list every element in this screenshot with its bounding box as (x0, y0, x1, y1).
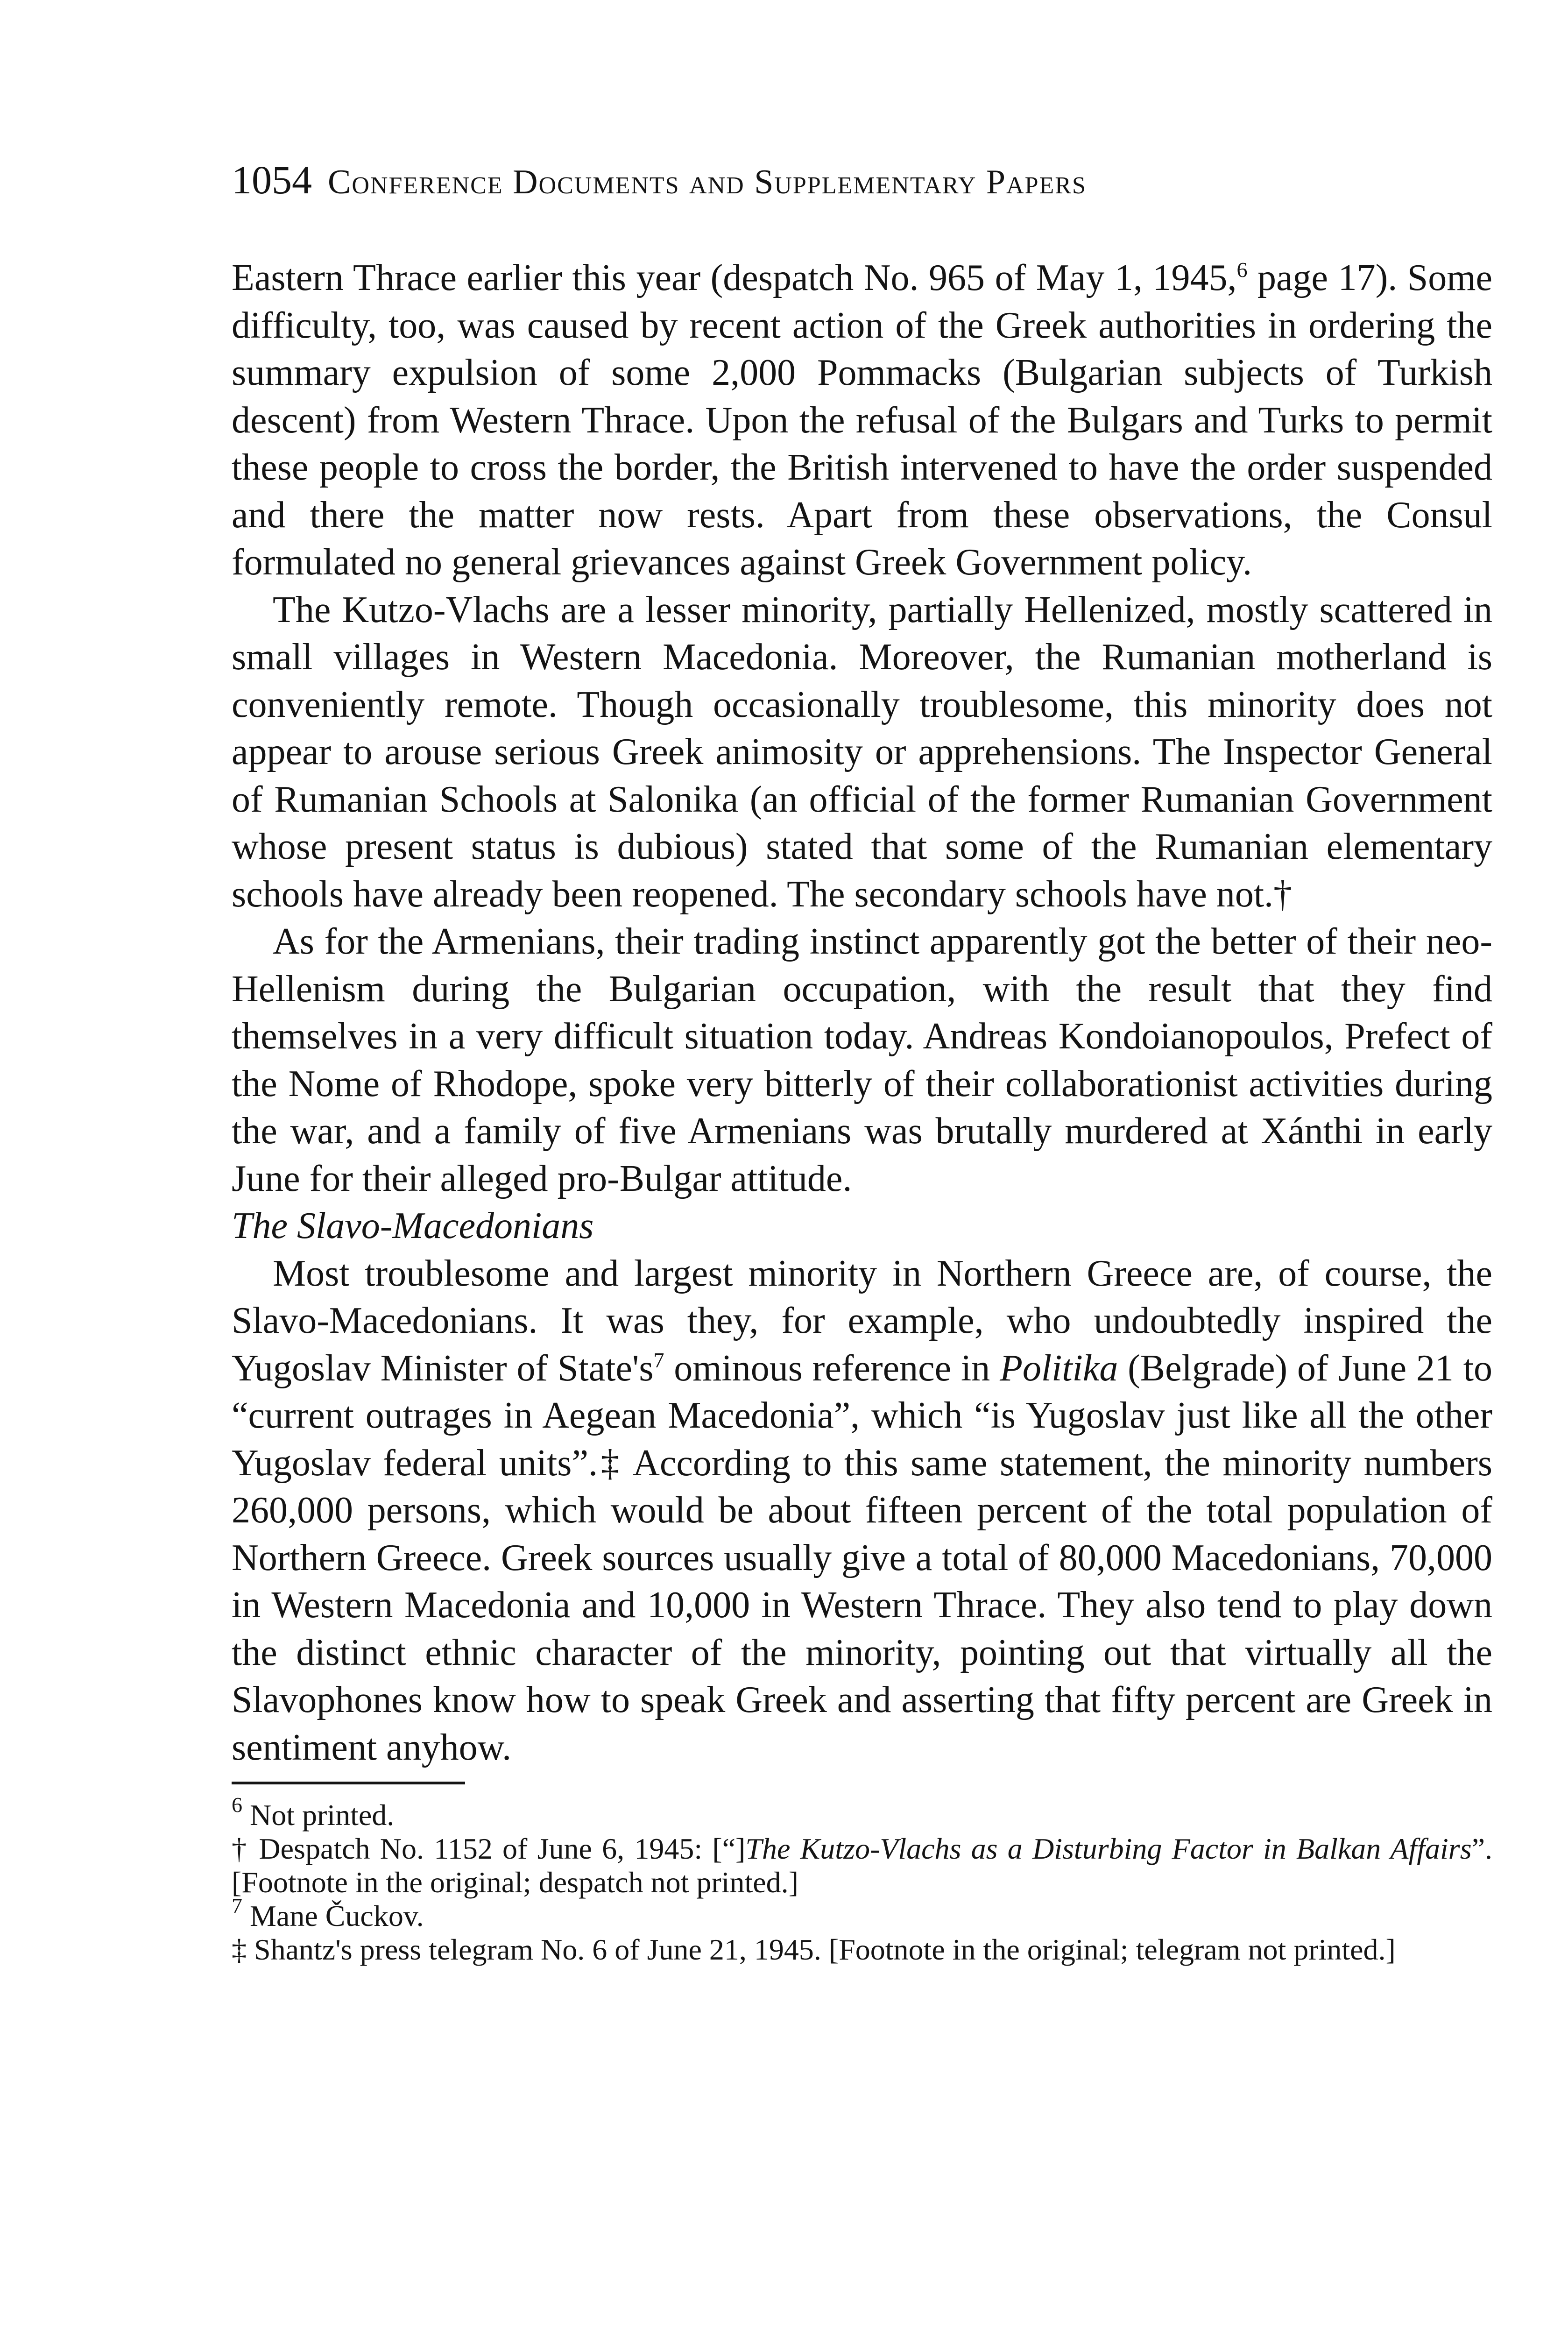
footnote-6: $^6$ Not printed. (232, 1793, 395, 1832)
paragraph-kutzo-vlachs: The Kutzo-Vlachs are a lesser minority, partially Hellenized, mostly scattered in small villages in Western Macedonia. Moreover, the Rumanian motherland is conveniently remote. Though occasionally troublesome, this minority does not appear to arouse serious Greek animosity or apprehensions. The Inspector General of Rumanian Schools at Salonika (an official of the former Rumanian Government whose present status is dubious) stated that some of the Rumanian elementary schools have already been reopened. The secondary schools have not.† (232, 589, 1492, 915)
running-title: Conference Documents and Supplementary Papers (328, 163, 1087, 201)
footnote-ref-7: 7 (653, 1348, 664, 1372)
footnote-double-dagger: ‡ Shantz's press telegram No. 6 of June 21, 1945. [Footnote in the original; telegram not printed.] (232, 1933, 1396, 1966)
footnote-divider (232, 1782, 465, 1784)
document-page (232, 159, 1492, 1967)
paragraph-slavo-macedonians: Most troublesome and largest minority in Northern Greece are, of course, the Slavo-Macedonians. It was they, for example, who undoubtedly inspired the Yugoslav Minister of $State's^7$ ominous reference in Politika (Belgrade) of June 21 to “current outrages in Aegean Macedonia”, which “is Yugoslav just like all the other Yugoslav federal units”.‡ According to this same statement, the minority numbers 260,000 persons, which would be about fifteen percent of the total population of Northern Greece. Greek sources usually give a total of 80,000 Macedonians, 70,000 in Western Macedonia and 10,000 in Western Thrace. They also tend to play down the distinct ethnic character of the minority, pointing out that virtually all the Slavophones know how to speak Greek and asserting that fifty percent are Greek in sentiment anyhow. (232, 1252, 1492, 1768)
paragraph-armenians: As for the Armenians, their trading instinct apparently got the better of their neo-Hellenism during the Bulgarian occupation, with the result that they find themselves in a very difficult situation today. Andreas Kondoianopoulos, Prefect of the Nome of Rhodope, spoke very bitterly of their collaborationist activities during the war, and a family of five Armenians was brutally murdered at Xánthi in early June for their alleged pro-Bulgar attitude. (232, 921, 1492, 1199)
footnote-ref-6: 6 (1236, 258, 1248, 282)
body-text (232, 255, 1492, 1771)
page-header (232, 159, 1492, 203)
footnote-7: $^7$ Mane Čuckov. (232, 1894, 424, 1932)
footnotes (232, 1793, 1493, 1967)
section-subheading: The Slavo-Macedonians (232, 1205, 594, 1246)
publication-name: Politika (1000, 1347, 1118, 1389)
paragraph-eastern-thrace: Eastern Thrace earlier this year (despatch No. 965 of May 1, 1945,$^6$ page 17). Some difficulty, too, was caused by recent action of the Greek authorities in ordering the summary expulsion of some 2,000 Pommacks (Bulgarian subjects of Turkish descent) from Western Thrace. Upon the refusal of the Bulgars and Turks to permit these people to cross the border, the British intervened to have the order suspended and there the matter now rests. Apart from these observations, the Consul formulated no general grievances against Greek Government policy. (232, 257, 1493, 583)
footnote-dagger: † Despatch No. 1152 of June 6, 1945: [“]The Kutzo-Vlachs as a Disturbing Factor in Balkan Affairs”. [Footnote in the original; despatch not printed.] (232, 1832, 1493, 1899)
page-number: 1054 (232, 157, 312, 202)
